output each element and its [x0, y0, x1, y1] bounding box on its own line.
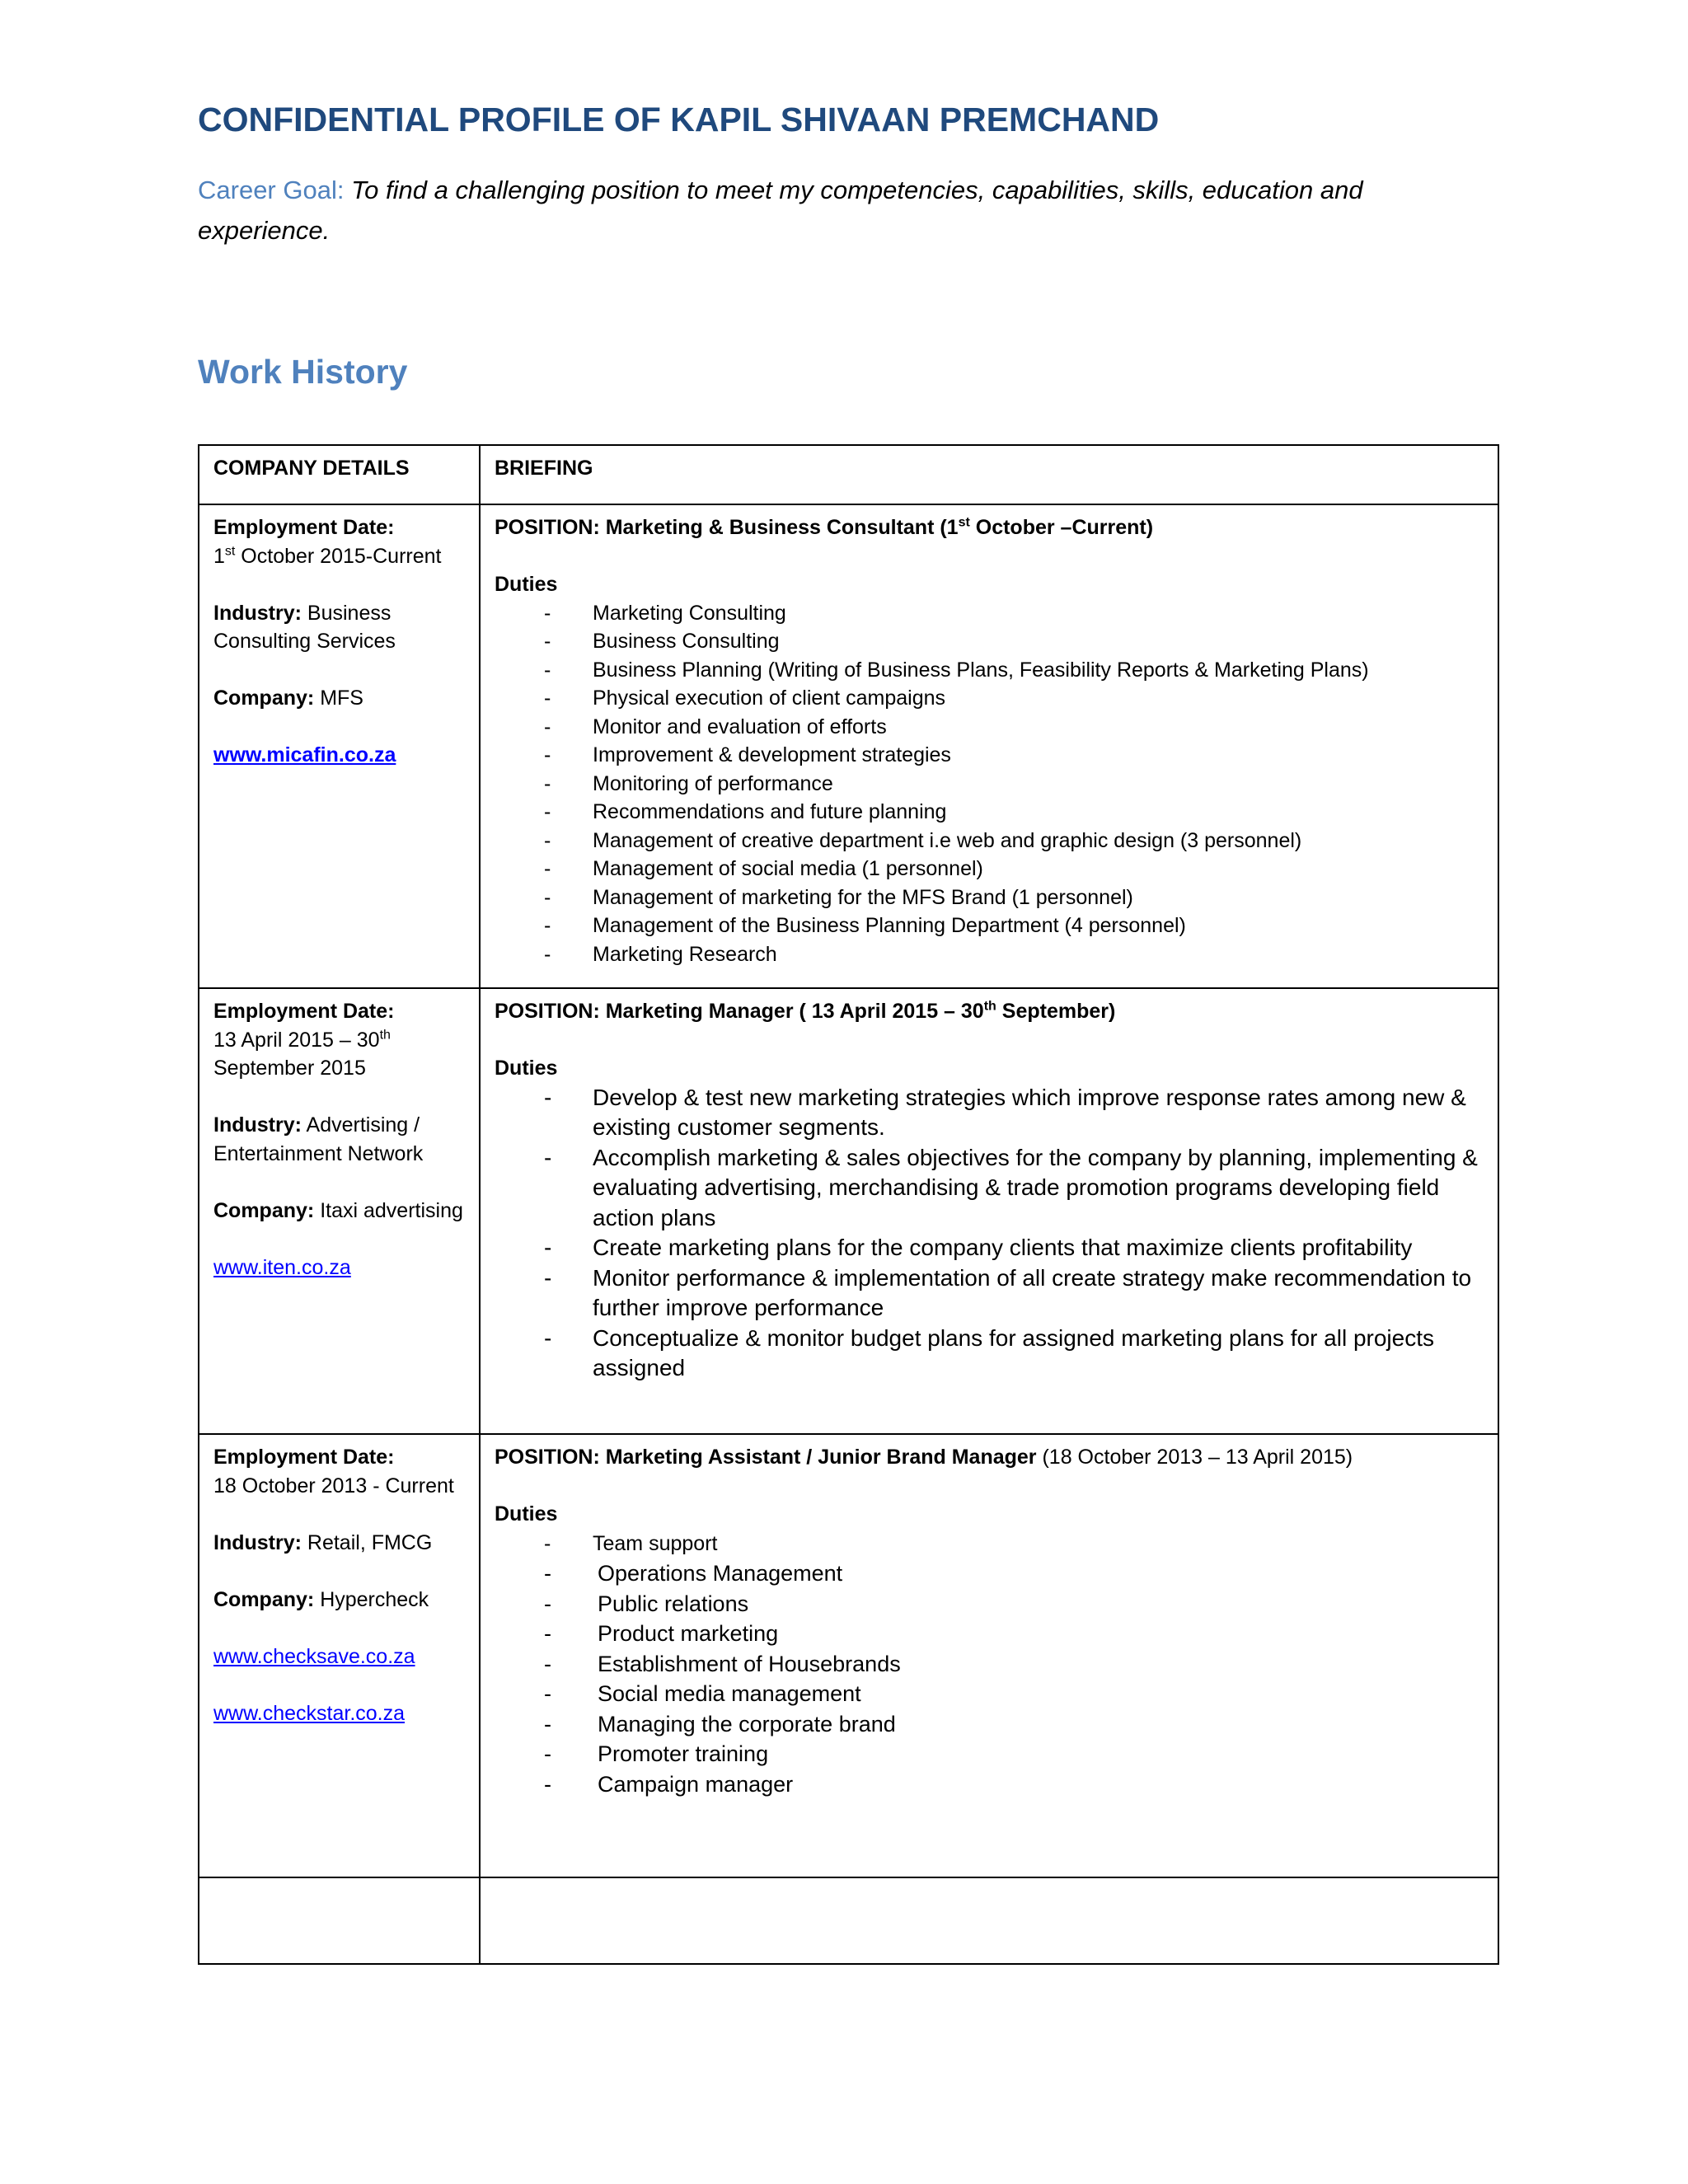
table-row [199, 504, 1498, 988]
duties-list [495, 1083, 1484, 1384]
table-row-empty [199, 1877, 1498, 1964]
list-item: - Monitoring of performance [495, 770, 1484, 799]
employment-date: 13 April 2015 – 30th September 2015 [213, 1028, 391, 1080]
list-item: - Physical execution of client campaigns [495, 684, 1484, 713]
company-website-link[interactable]: www.iten.co.za [213, 1255, 351, 1279]
list-item: - Operations Management [495, 1558, 1484, 1589]
list-item: - Improvement & development strategies [495, 741, 1484, 770]
briefing-cell [480, 988, 1498, 1434]
duties-label: Duties [495, 1057, 558, 1080]
career-goal-label: Career Goal: [198, 176, 345, 204]
company-details-cell [199, 504, 480, 988]
table-row [199, 988, 1498, 1434]
list-item: - Product marketing [495, 1619, 1484, 1649]
company-label: Company: [213, 1198, 315, 1222]
industry: Industry: Business Consulting Services [213, 601, 396, 653]
list-item: - Establishment of Housebrands [495, 1649, 1484, 1680]
duties-list [495, 599, 1484, 969]
list-item: - Management of creative department i.e web and graphic design (3 personnel) [495, 827, 1484, 855]
list-item: - Public relations [495, 1589, 1484, 1619]
list-item: - Business Planning (Writing of Business Plans, Feasibility Reports & Marketing Plans) [495, 656, 1484, 685]
industry-label: Industry: [213, 1113, 302, 1137]
employment-date-label: Employment Date: [213, 1446, 395, 1469]
list-item: - Campaign manager [495, 1769, 1484, 1800]
briefing-cell [480, 504, 1498, 988]
position-title: POSITION: Marketing Assistant / Junior Brand Manager (18 October 2013 – 13 April 2015) [495, 1446, 1353, 1469]
company: Company: MFS [213, 687, 363, 710]
position-title: POSITION: Marketing Manager ( 13 April 2015 – 30th September) [495, 999, 1116, 1023]
list-item: - Accomplish marketing & sales objectives for the company by planning, implementing & evaluating advertising, merchandising & trade promotion programs developing field action plans [495, 1143, 1484, 1234]
list-item: - Managing the corporate brand [495, 1709, 1484, 1740]
list-item: - Management of the Business Planning Department (4 personnel) [495, 912, 1484, 940]
column-header-company-details: COMPANY DETAILS [199, 445, 480, 504]
list-item: - Monitor and evaluation of efforts [495, 713, 1484, 742]
company-website-link[interactable]: www.checkstar.co.za [213, 1701, 406, 1725]
empty-cell [199, 1877, 480, 1964]
employment-date-label: Employment Date: [213, 516, 395, 539]
career-goal [198, 170, 1418, 251]
list-item: - Develop & test new marketing strategies which improve response rates among new & existing customer segments. [495, 1083, 1484, 1143]
industry-label: Industry: [213, 1530, 302, 1554]
duties-label: Duties [495, 1502, 558, 1526]
duties-list [495, 1529, 1484, 1800]
industry: Industry: Retail, FMCG [213, 1530, 433, 1554]
employment-date: 18 October 2013 - Current [213, 1474, 454, 1497]
position-title: POSITION: Marketing & Business Consultant (1st October –Current) [495, 515, 1154, 539]
list-item: - Management of social media (1 personnel) [495, 855, 1484, 883]
company-details-cell [199, 1434, 480, 1877]
employment-date-label: Employment Date: [213, 1000, 395, 1023]
company-website-link[interactable]: www.checksave.co.za [213, 1644, 415, 1668]
list-item: - Marketing Research [495, 940, 1484, 969]
column-header-briefing: BRIEFING [480, 445, 1498, 504]
employment-date: 1st October 2015-Current [213, 544, 442, 568]
list-item: - Team support [495, 1529, 1484, 1559]
briefing-cell [480, 1434, 1498, 1877]
industry-label: Industry: [213, 601, 302, 625]
list-item: - Promoter training [495, 1739, 1484, 1769]
list-item: - Recommendations and future planning [495, 798, 1484, 827]
table-header-row [199, 445, 1498, 504]
company: Company: Hypercheck [213, 1587, 429, 1611]
industry: Industry: Advertising / Entertainment Network [213, 1113, 424, 1165]
company-label: Company: [213, 1587, 315, 1611]
list-item: - Social media management [495, 1679, 1484, 1709]
list-item: - Conceptualize & monitor budget plans for assigned marketing plans for all projects assigned [495, 1324, 1484, 1384]
table-row [199, 1434, 1498, 1877]
work-history-table [198, 444, 1499, 1965]
section-title-work-history: Work History [198, 353, 408, 391]
company-website-link[interactable]: www.micafin.co.za [213, 743, 396, 766]
company-details-cell [199, 988, 480, 1434]
list-item: - Monitor performance & implementation of all create strategy make recommendation to further improve performance [495, 1263, 1484, 1324]
list-item: - Create marketing plans for the company clients that maximize clients profitability [495, 1233, 1484, 1263]
list-item: - Business Consulting [495, 627, 1484, 656]
duties-label: Duties [495, 573, 558, 596]
page-title: CONFIDENTIAL PROFILE OF KAPIL SHIVAAN PREMCHAND [198, 101, 1160, 138]
list-item: - Marketing Consulting [495, 599, 1484, 628]
empty-cell [480, 1877, 1498, 1964]
company-label: Company: [213, 687, 315, 710]
company: Company: Itaxi advertising [213, 1198, 463, 1222]
career-goal-text: To find a challenging position to meet my competencies, capabilities, skills, education and experience. [198, 176, 1363, 245]
list-item: - Management of marketing for the MFS Brand (1 personnel) [495, 883, 1484, 912]
